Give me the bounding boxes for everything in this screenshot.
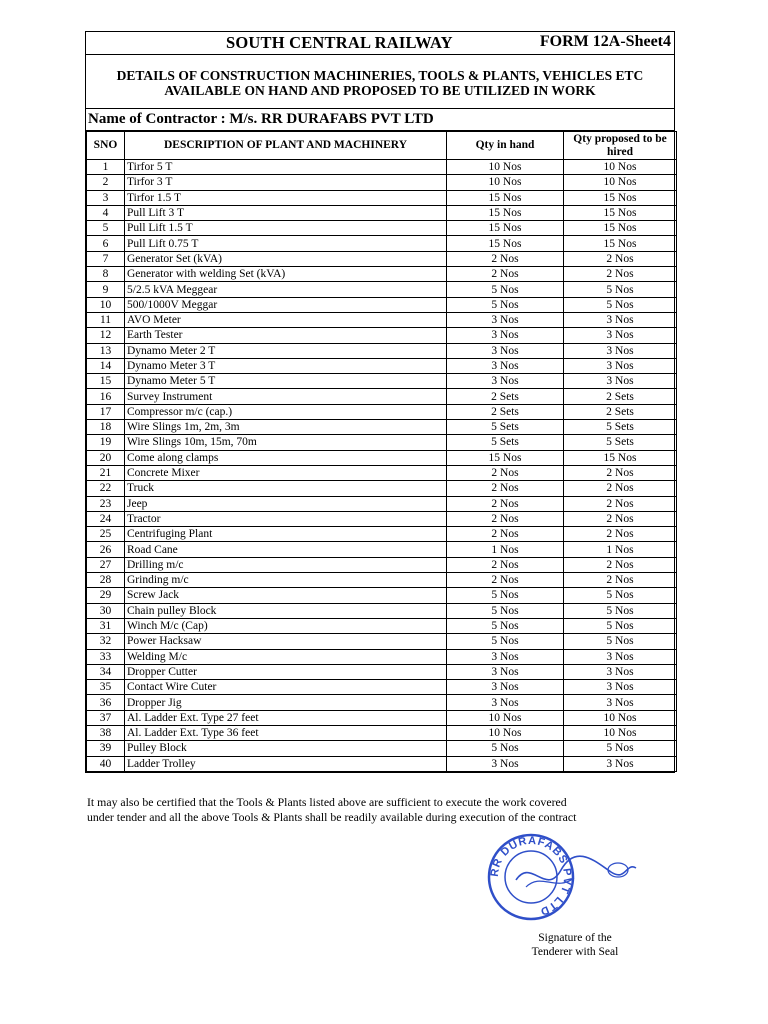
cell-sno: 18 [87,420,125,435]
signature-line-1: Signature of the [538,932,612,944]
table-row [87,190,677,205]
cell-description: Earth Tester [125,328,447,343]
table-row [87,542,677,557]
cell-sno: 38 [87,725,125,740]
cell-qty-hand: 2 Nos [447,527,564,542]
cell-sno: 39 [87,741,125,756]
cell-qty-hand: 5 Nos [447,588,564,603]
cell-qty-hired: 10 Nos [564,725,677,740]
cell-qty-hired: 2 Nos [564,481,677,496]
cell-sno: 7 [87,251,125,266]
cell-qty-hired: 2 Nos [564,573,677,588]
cell-qty-hired: 15 Nos [564,221,677,236]
cell-qty-hand: 10 Nos [447,710,564,725]
table-row [87,175,677,190]
cell-sno: 2 [87,175,125,190]
cell-description: Centrifuging Plant [125,527,447,542]
table-row [87,741,677,756]
cell-sno: 17 [87,404,125,419]
cell-sno: 20 [87,450,125,465]
cell-qty-hand: 3 Nos [447,343,564,358]
cell-sno: 15 [87,374,125,389]
table-row [87,603,677,618]
table-row [87,481,677,496]
table-row [87,496,677,511]
cell-qty-hand: 5 Nos [447,634,564,649]
cell-qty-hired: 2 Nos [564,557,677,572]
cell-qty-hired: 5 Nos [564,603,677,618]
cell-sno: 36 [87,695,125,710]
cell-qty-hand: 3 Nos [447,695,564,710]
cell-description: Ladder Trolley [125,756,447,771]
cell-sno: 5 [87,221,125,236]
cell-description: Wire Slings 1m, 2m, 3m [125,420,447,435]
cell-qty-hired: 5 Nos [564,618,677,633]
cell-description: Survey Instrument [125,389,447,404]
cell-qty-hand: 2 Nos [447,251,564,266]
cell-sno: 14 [87,358,125,373]
cell-qty-hand: 2 Sets [447,389,564,404]
cell-qty-hired: 3 Nos [564,328,677,343]
table-row [87,312,677,327]
table-row [87,236,677,251]
cell-qty-hired: 3 Nos [564,756,677,771]
table-row [87,573,677,588]
cell-qty-hired: 5 Nos [564,282,677,297]
table-row [87,404,677,419]
cell-qty-hired: 10 Nos [564,160,677,175]
table-row [87,710,677,725]
certification-note [87,795,687,825]
col-header-sno: SNO [87,132,125,160]
cell-qty-hand: 15 Nos [447,450,564,465]
cell-description: Compressor m/c (cap.) [125,404,447,419]
table-row [87,358,677,373]
table-row [87,297,677,312]
cell-sno: 28 [87,573,125,588]
seal-text: RR DURAFABS PVT LTD [488,834,574,918]
table-row [87,343,677,358]
cell-sno: 23 [87,496,125,511]
note-line-2: under tender and all the above Tools & Plants shall be readily available during execution of the contract [87,810,577,824]
cell-description: Chain pulley Block [125,603,447,618]
cell-qty-hired: 15 Nos [564,450,677,465]
table-row [87,557,677,572]
cell-description: Winch M/c (Cap) [125,618,447,633]
cell-sno: 19 [87,435,125,450]
railway-title: SOUTH CENTRAL RAILWAY [226,33,453,52]
table-row [87,725,677,740]
table-row [87,435,677,450]
cell-description: Wire Slings 10m, 15m, 70m [125,435,447,450]
table-row [87,389,677,404]
cell-qty-hired: 5 Nos [564,634,677,649]
col-header-qty-hired: Qty proposed to be hired [564,132,677,160]
table-row [87,450,677,465]
cell-qty-hired: 2 Nos [564,465,677,480]
cell-qty-hired: 1 Nos [564,542,677,557]
table-row [87,756,677,771]
cell-qty-hand: 15 Nos [447,205,564,220]
cell-qty-hired: 2 Nos [564,267,677,282]
cell-qty-hand: 2 Sets [447,404,564,419]
table-row [87,205,677,220]
table-row [87,420,677,435]
table-row [87,465,677,480]
table-row [87,695,677,710]
cell-sno: 26 [87,542,125,557]
cell-qty-hand: 1 Nos [447,542,564,557]
cell-description: Pulley Block [125,741,447,756]
cell-description: Tirfor 5 T [125,160,447,175]
cell-sno: 30 [87,603,125,618]
table-row [87,588,677,603]
cell-qty-hand: 2 Nos [447,511,564,526]
cell-description: Tractor [125,511,447,526]
cell-sno: 29 [87,588,125,603]
cell-sno: 37 [87,710,125,725]
table-row [87,634,677,649]
cell-qty-hand: 2 Nos [447,573,564,588]
table-row [87,282,677,297]
cell-qty-hired: 10 Nos [564,710,677,725]
cell-qty-hand: 5 Nos [447,282,564,297]
cell-sno: 3 [87,190,125,205]
cell-description: Power Hacksaw [125,634,447,649]
cell-sno: 31 [87,618,125,633]
cell-qty-hand: 5 Nos [447,603,564,618]
cell-qty-hand: 10 Nos [447,160,564,175]
cell-qty-hand: 3 Nos [447,664,564,679]
cell-qty-hand: 10 Nos [447,725,564,740]
cell-qty-hired: 3 Nos [564,649,677,664]
cell-qty-hired: 3 Nos [564,312,677,327]
cell-qty-hand: 5 Nos [447,741,564,756]
col-header-qty-hand: Qty in hand [447,132,564,160]
cell-sno: 9 [87,282,125,297]
cell-sno: 10 [87,297,125,312]
cell-qty-hired: 2 Nos [564,527,677,542]
cell-description: Jeep [125,496,447,511]
cell-qty-hand: 3 Nos [447,649,564,664]
cell-sno: 4 [87,205,125,220]
cell-qty-hand: 3 Nos [447,680,564,695]
machinery-table [86,131,677,772]
cell-sno: 21 [87,465,125,480]
details-line-1: DETAILS OF CONSTRUCTION MACHINERIES, TOOLS & PLANTS, VEHICLES ETC [116,68,644,83]
cell-qty-hired: 3 Nos [564,680,677,695]
cell-sno: 27 [87,557,125,572]
details-line-2: AVAILABLE ON HAND AND PROPOSED TO BE UTILIZED IN WORK [164,83,596,98]
cell-description: Welding M/c [125,649,447,664]
cell-qty-hand: 2 Nos [447,267,564,282]
cell-qty-hand: 5 Nos [447,618,564,633]
table-row [87,160,677,175]
cell-sno: 16 [87,389,125,404]
cell-qty-hired: 3 Nos [564,358,677,373]
cell-description: Contact Wire Cuter [125,680,447,695]
cell-sno: 33 [87,649,125,664]
cell-qty-hired: 2 Nos [564,511,677,526]
cell-qty-hand: 15 Nos [447,190,564,205]
table-row [87,511,677,526]
cell-description: Truck [125,481,447,496]
form-header-box [85,31,675,773]
cell-qty-hired: 2 Nos [564,496,677,511]
cell-description: Screw Jack [125,588,447,603]
cell-qty-hired: 2 Nos [564,251,677,266]
cell-qty-hand: 10 Nos [447,175,564,190]
cell-description: 500/1000V Meggar [125,297,447,312]
cell-qty-hand: 2 Nos [447,481,564,496]
cell-qty-hand: 3 Nos [447,374,564,389]
seal-stamp-icon [486,832,646,922]
table-header-row [87,132,677,160]
cell-description: Generator Set (kVA) [125,251,447,266]
cell-description: Pull Lift 0.75 T [125,236,447,251]
table-row [87,251,677,266]
cell-qty-hand: 5 Sets [447,435,564,450]
form-sheet [85,31,675,773]
cell-qty-hired: 3 Nos [564,374,677,389]
details-heading [86,55,674,109]
company-seal [486,832,646,922]
cell-qty-hand: 5 Nos [447,297,564,312]
cell-sno: 40 [87,756,125,771]
table-row [87,680,677,695]
table-row [87,374,677,389]
cell-description: AVO Meter [125,312,447,327]
cell-sno: 24 [87,511,125,526]
cell-description: Al. Ladder Ext. Type 27 feet [125,710,447,725]
cell-description: 5/2.5 kVA Meggear [125,282,447,297]
cell-qty-hired: 3 Nos [564,664,677,679]
cell-description: Come along clamps [125,450,447,465]
cell-qty-hired: 5 Sets [564,420,677,435]
col-header-description: DESCRIPTION OF PLANT AND MACHINERY [125,132,447,160]
cell-sno: 22 [87,481,125,496]
table-row [87,527,677,542]
cell-sno: 8 [87,267,125,282]
cell-qty-hand: 5 Sets [447,420,564,435]
cell-qty-hired: 3 Nos [564,343,677,358]
table-row [87,267,677,282]
cell-description: Pull Lift 1.5 T [125,221,447,236]
cell-qty-hired: 5 Nos [564,588,677,603]
cell-qty-hired: 2 Sets [564,404,677,419]
cell-qty-hand: 3 Nos [447,312,564,327]
table-body [87,160,677,772]
form-number: FORM 12A-Sheet4 [539,33,671,50]
table-row [87,664,677,679]
cell-qty-hired: 5 Sets [564,435,677,450]
cell-qty-hired: 5 Nos [564,297,677,312]
cell-description: Pull Lift 3 T [125,205,447,220]
cell-description: Dynamo Meter 5 T [125,374,447,389]
cell-description: Dropper Cutter [125,664,447,679]
table-row [87,328,677,343]
table-row [87,221,677,236]
cell-sno: 11 [87,312,125,327]
cell-qty-hand: 2 Nos [447,465,564,480]
table-row [87,618,677,633]
cell-sno: 34 [87,664,125,679]
cell-qty-hand: 2 Nos [447,557,564,572]
cell-sno: 32 [87,634,125,649]
cell-qty-hired: 5 Nos [564,741,677,756]
cell-sno: 25 [87,527,125,542]
cell-description: Tirfor 3 T [125,175,447,190]
contractor-name: Name of Contractor : M/s. RR DURAFABS PVT LTD [86,109,674,131]
cell-qty-hand: 2 Nos [447,496,564,511]
cell-qty-hired: 15 Nos [564,190,677,205]
cell-description: Grinding m/c [125,573,447,588]
cell-qty-hired: 2 Sets [564,389,677,404]
signature-line-2: Tenderer with Seal [531,946,619,958]
note-line-1: It may also be certified that the Tools & Plants listed above are sufficient to execute the work covered [87,795,567,809]
cell-description: Dynamo Meter 3 T [125,358,447,373]
cell-qty-hired: 15 Nos [564,205,677,220]
cell-sno: 13 [87,343,125,358]
signature-block [520,931,630,959]
cell-qty-hired: 3 Nos [564,695,677,710]
cell-qty-hand: 3 Nos [447,328,564,343]
cell-description: Tirfor 1.5 T [125,190,447,205]
cell-description: Al. Ladder Ext. Type 36 feet [125,725,447,740]
cell-sno: 35 [87,680,125,695]
cell-qty-hand: 15 Nos [447,221,564,236]
cell-description: Drilling m/c [125,557,447,572]
cell-sno: 12 [87,328,125,343]
cell-description: Road Cane [125,542,447,557]
cell-description: Concrete Mixer [125,465,447,480]
cell-sno: 1 [87,160,125,175]
cell-qty-hand: 15 Nos [447,236,564,251]
cell-qty-hired: 15 Nos [564,236,677,251]
cell-description: Dropper Jig [125,695,447,710]
cell-qty-hand: 3 Nos [447,358,564,373]
cell-qty-hired: 10 Nos [564,175,677,190]
cell-sno: 6 [87,236,125,251]
cell-description: Generator with welding Set (kVA) [125,267,447,282]
title-row [86,32,674,55]
table-row [87,649,677,664]
cell-qty-hand: 3 Nos [447,756,564,771]
cell-description: Dynamo Meter 2 T [125,343,447,358]
